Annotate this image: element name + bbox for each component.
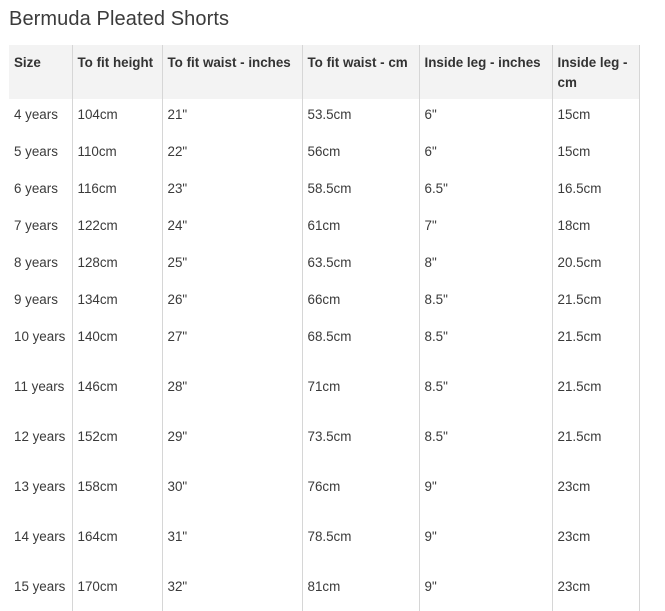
cell-leg-cm: 21.5cm xyxy=(552,284,639,321)
cell-waist-inches: 22" xyxy=(162,136,302,173)
cell-waist-inches: 21" xyxy=(162,99,302,136)
cell-height: 164cm xyxy=(72,521,162,571)
table-row xyxy=(9,421,639,471)
cell-size: 12 years xyxy=(14,429,66,444)
cell-size: 4 years xyxy=(14,107,58,122)
header-height: To fit height xyxy=(72,45,162,99)
cell-height: 134cm xyxy=(72,284,162,321)
cell-waist-inches: 32" xyxy=(162,571,302,611)
table-row xyxy=(9,521,639,571)
cell-leg-inches: 8.5" xyxy=(419,284,552,321)
cell-waist-inches: 31" xyxy=(162,521,302,571)
table-row xyxy=(9,471,639,521)
header-leg-inches: Inside leg - inches xyxy=(419,45,552,99)
cell-leg-inches: 9" xyxy=(419,471,552,521)
cell-size: 10 years xyxy=(14,329,66,344)
cell-leg-inches: 9" xyxy=(419,571,552,611)
cell-leg-inches: 6" xyxy=(419,99,552,136)
size-table xyxy=(9,45,640,611)
cell-waist-inches: 23" xyxy=(162,173,302,210)
cell-size: 9 years xyxy=(14,292,58,307)
cell-waist-inches: 26" xyxy=(162,284,302,321)
table-header-row xyxy=(9,45,639,99)
cell-leg-cm: 15cm xyxy=(552,136,639,173)
table-row xyxy=(9,321,639,371)
table-row xyxy=(9,247,639,284)
cell-leg-inches: 6" xyxy=(419,136,552,173)
cell-size: 11 years xyxy=(14,379,65,394)
cell-leg-cm: 20.5cm xyxy=(552,247,639,284)
table-row xyxy=(9,284,639,321)
cell-height: 170cm xyxy=(72,571,162,611)
cell-waist-cm: 53.5cm xyxy=(302,99,419,136)
cell-height: 140cm xyxy=(72,321,162,371)
cell-leg-cm: 23cm xyxy=(552,521,639,571)
cell-leg-cm: 16.5cm xyxy=(552,173,639,210)
cell-size: 13 years xyxy=(14,479,66,494)
cell-height: 152cm xyxy=(72,421,162,471)
header-waist-cm: To fit waist - cm xyxy=(302,45,419,99)
cell-size: 14 years xyxy=(14,529,66,544)
cell-leg-cm: 23cm xyxy=(552,571,639,611)
cell-waist-cm: 78.5cm xyxy=(302,521,419,571)
table-row xyxy=(9,173,639,210)
cell-waist-cm: 73.5cm xyxy=(302,421,419,471)
cell-size: 8 years xyxy=(14,255,58,270)
cell-size: 7 years xyxy=(14,218,58,233)
cell-height: 122cm xyxy=(72,210,162,247)
cell-height: 110cm xyxy=(72,136,162,173)
cell-leg-inches: 8.5" xyxy=(419,421,552,471)
header-size: Size xyxy=(9,45,72,99)
cell-height: 158cm xyxy=(72,471,162,521)
cell-waist-inches: 24" xyxy=(162,210,302,247)
cell-leg-inches: 6.5" xyxy=(419,173,552,210)
table-row xyxy=(9,99,639,136)
table-row xyxy=(9,571,639,611)
cell-waist-cm: 71cm xyxy=(302,371,419,421)
cell-waist-cm: 61cm xyxy=(302,210,419,247)
cell-waist-cm: 63.5cm xyxy=(302,247,419,284)
cell-waist-cm: 66cm xyxy=(302,284,419,321)
cell-waist-inches: 29" xyxy=(162,421,302,471)
cell-height: 116cm xyxy=(72,173,162,210)
cell-size: 15 years xyxy=(14,579,66,594)
cell-waist-cm: 56cm xyxy=(302,136,419,173)
cell-waist-inches: 30" xyxy=(162,471,302,521)
cell-leg-inches: 9" xyxy=(419,521,552,571)
cell-waist-cm: 68.5cm xyxy=(302,321,419,371)
cell-waist-cm: 81cm xyxy=(302,571,419,611)
header-waist-inches: To fit waist - inches xyxy=(162,45,302,99)
cell-waist-cm: 76cm xyxy=(302,471,419,521)
cell-leg-inches: 8.5" xyxy=(419,321,552,371)
page-title: Bermuda Pleated Shorts xyxy=(9,8,230,30)
cell-leg-inches: 8.5" xyxy=(419,371,552,421)
cell-leg-inches: 8" xyxy=(419,247,552,284)
cell-leg-cm: 21.5cm xyxy=(552,321,639,371)
cell-height: 146cm xyxy=(72,371,162,421)
cell-leg-cm: 18cm xyxy=(552,210,639,247)
cell-size: 6 years xyxy=(14,181,58,196)
cell-waist-inches: 25" xyxy=(162,247,302,284)
cell-waist-cm: 58.5cm xyxy=(302,173,419,210)
table-row xyxy=(9,136,639,173)
cell-leg-cm: 23cm xyxy=(552,471,639,521)
cell-waist-inches: 27" xyxy=(162,321,302,371)
cell-size: 5 years xyxy=(14,144,58,159)
cell-leg-inches: 7" xyxy=(419,210,552,247)
cell-waist-inches: 28" xyxy=(162,371,302,421)
header-leg-cm: Inside leg - cm xyxy=(552,45,639,99)
cell-height: 128cm xyxy=(72,247,162,284)
cell-height: 104cm xyxy=(72,99,162,136)
cell-leg-cm: 15cm xyxy=(552,99,639,136)
cell-leg-cm: 21.5cm xyxy=(552,371,639,421)
table-row xyxy=(9,210,639,247)
cell-leg-cm: 21.5cm xyxy=(552,421,639,471)
table-row xyxy=(9,371,639,421)
